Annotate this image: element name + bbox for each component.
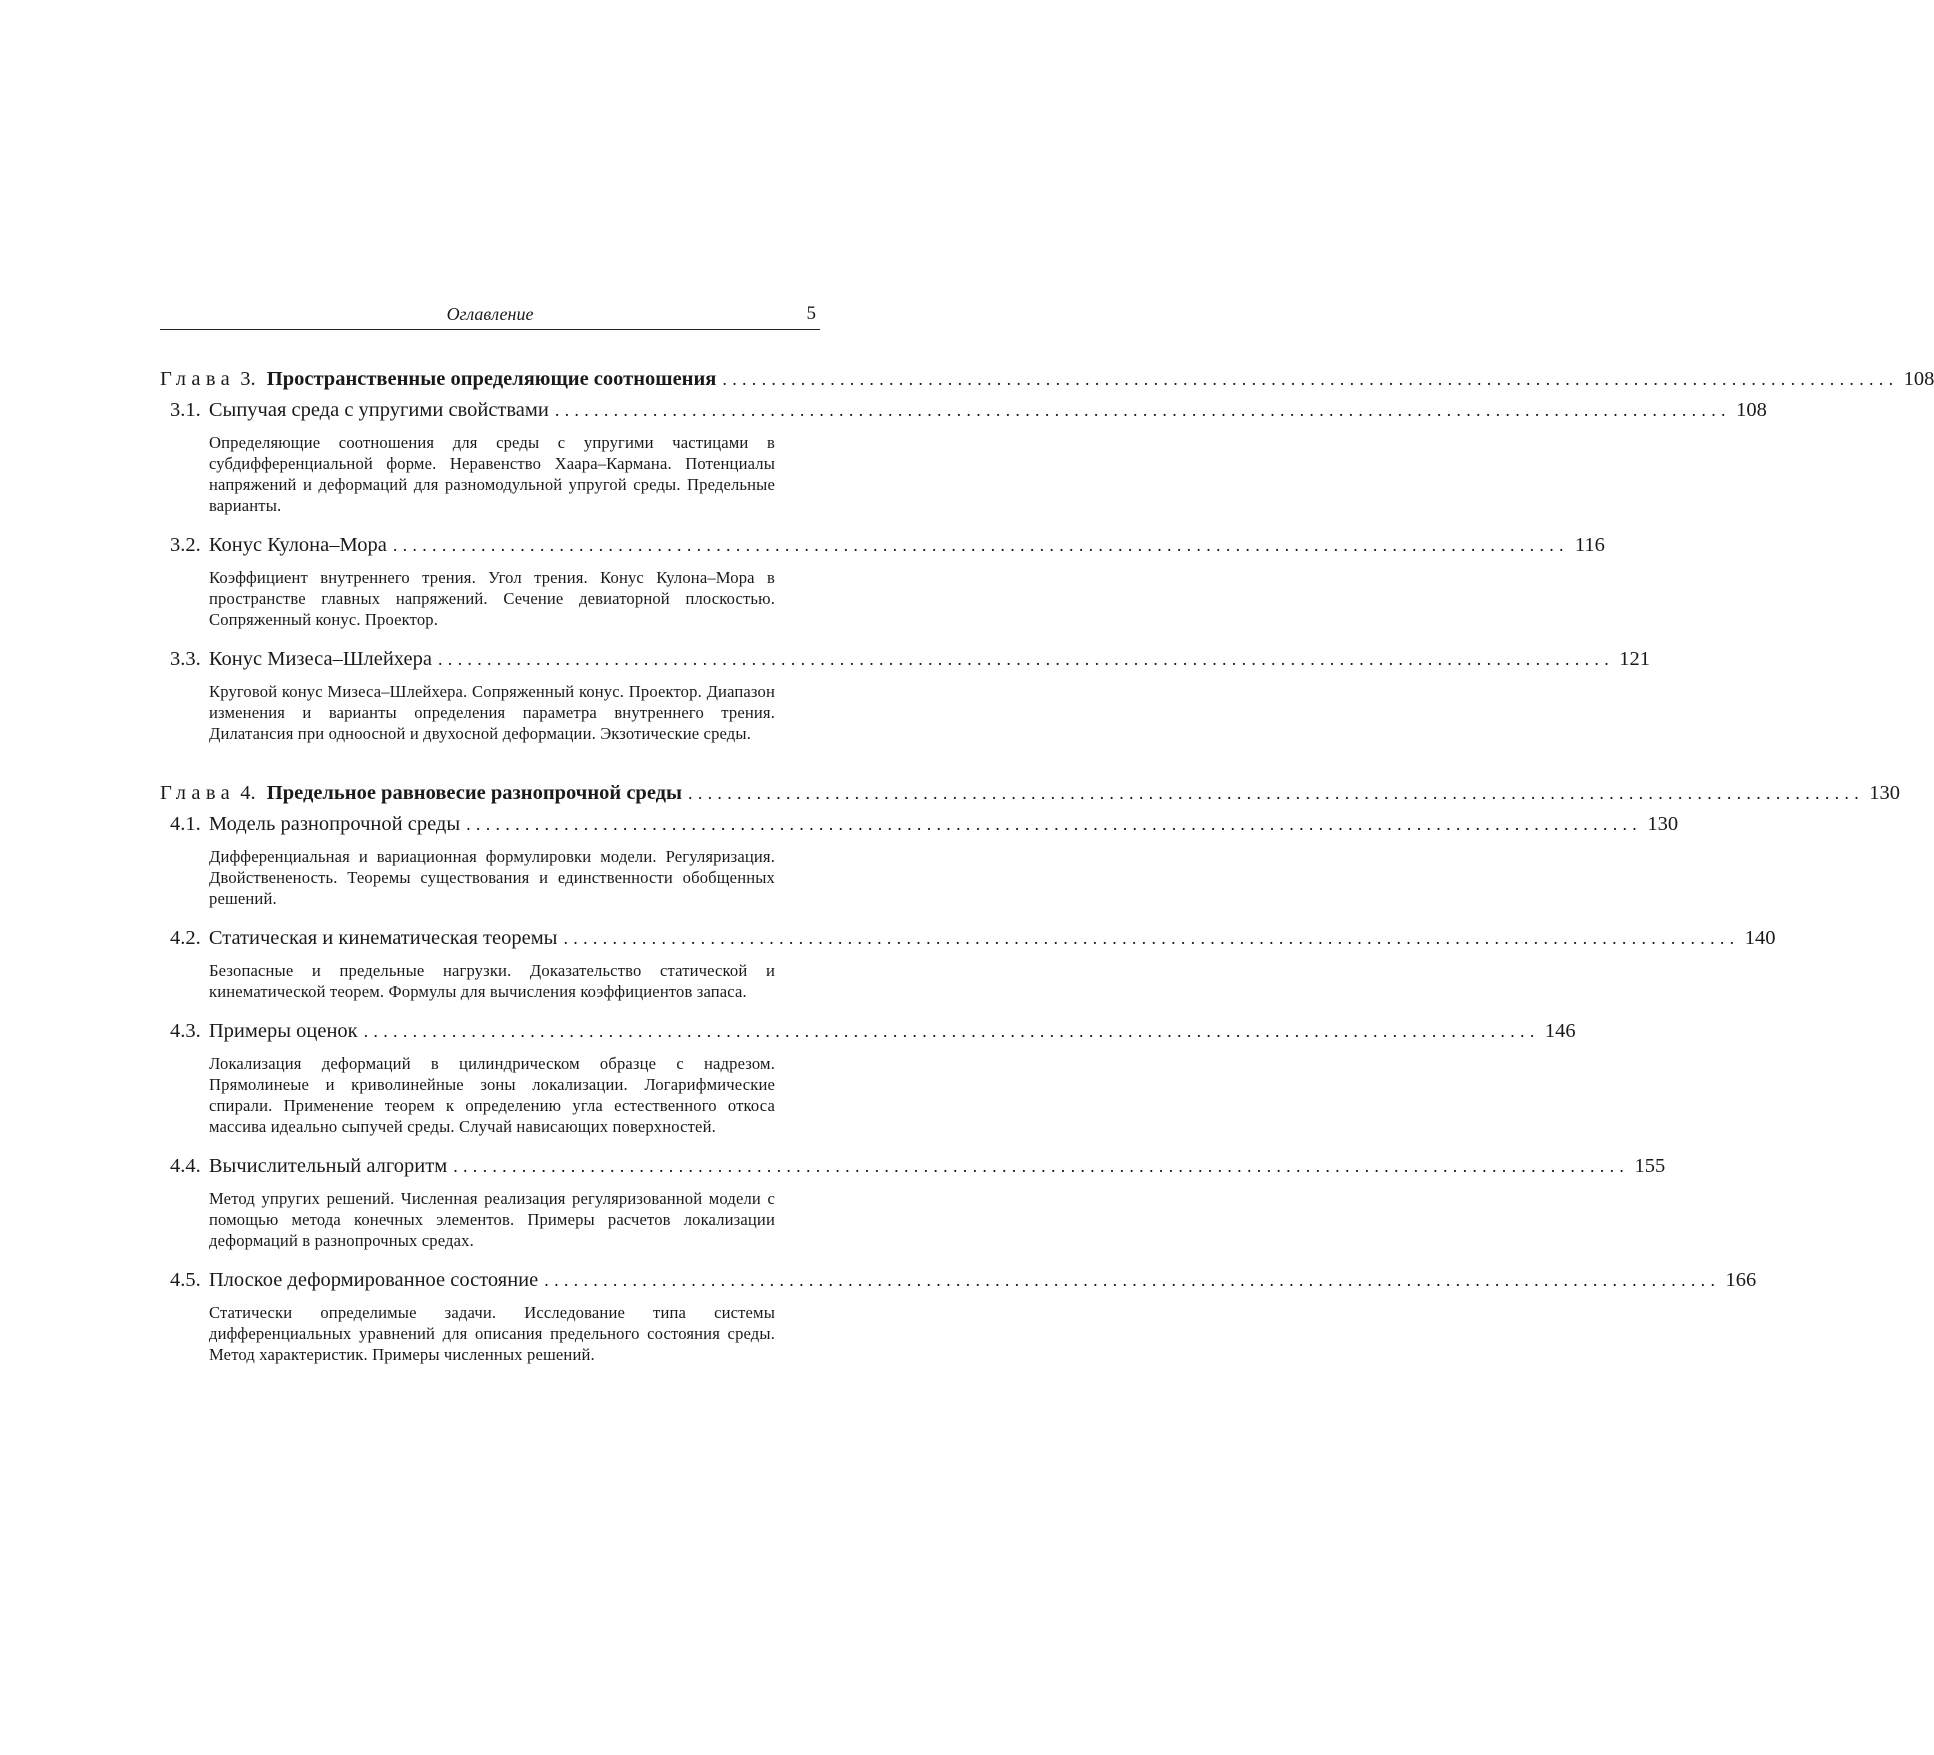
section-description: Локализация деформаций в цилиндрическом образце с надрезом. Прямолинеые и криволинейные зоны локализации. Логарифмические спирали. Применение теорем к определению угла естественного откоса массива идеально сыпучей среды. Случай нависающих поверхностей. — [209, 1054, 775, 1136]
dot-leader: ........................................................................................................................ — [466, 814, 1643, 834]
chapter-entry-3[interactable] — [160, 364, 1934, 395]
section-number: 4.3. — [170, 1020, 201, 1042]
dot-leader: ........................................................................................................................ — [453, 1156, 1630, 1176]
section-entry-4-4[interactable] — [160, 1151, 1666, 1182]
chapter-gap — [160, 758, 820, 778]
section-title: Вычислительный алгоритм — [208, 1155, 448, 1177]
dot-leader: ........................................................................................................................ — [554, 400, 1731, 420]
dot-leader: ........................................................................................................................ — [688, 783, 1865, 803]
section-title: Конус Мизеса–Шлейхера — [208, 648, 432, 670]
header-title: Оглавление — [446, 304, 534, 324]
section-description: Метод упругих решений. Численная реализация регуляризованной модели с помощью метода конечных элементов. Примеры расчетов локализации деформаций в разнопрочных средах. — [209, 1189, 775, 1250]
section-number: 3.1. — [170, 399, 201, 421]
section-number: 4.2. — [170, 927, 201, 949]
chapter-prefix: Глава — [160, 782, 236, 804]
section-entry-4-1[interactable] — [160, 809, 1679, 840]
chapter-number: 4. — [240, 782, 256, 804]
section-entry-4-3[interactable] — [160, 1016, 1576, 1047]
dot-leader: ........................................................................................................................ — [438, 649, 1614, 669]
section-number: 4.4. — [170, 1155, 201, 1177]
section-description: Коэффициент внутреннего трения. Угол трения. Конус Кулона–Мора в пространстве главных напряжений. Сечение девиаторной плоскостью. Сопряженный конус. Проектор. — [209, 568, 775, 629]
section-description: Круговой конус Мизеса–Шлейхера. Сопряженный конус. Проектор. Диапазон изменения и варианты определения параметра внутреннего трения. Дилатансия при одноосной и двухосной деформации. Экзотические среды. — [209, 682, 775, 743]
chapter-page: 108 — [1903, 368, 1934, 390]
chapter-page: 130 — [1869, 782, 1901, 804]
section-description: Определяющие соотношения для среды с упругими частицами в субдифференциальной форме. Неравенство Хаара–Кармана. Потенциалы напряжений и деформаций для разномодульной упругой среды. Предельные варианты. — [209, 433, 775, 515]
chapter-prefix: Глава — [160, 368, 236, 390]
section-entry-3-2[interactable] — [160, 530, 1605, 561]
dot-leader: ........................................................................................................................ — [722, 369, 1899, 389]
section-page: 146 — [1544, 1020, 1576, 1042]
section-title: Примеры оценок — [208, 1020, 358, 1042]
dot-leader: ........................................................................................................................ — [563, 928, 1740, 948]
section-page: 116 — [1574, 534, 1605, 556]
section-number: 3.2. — [170, 534, 201, 556]
chapter-title: Предельное равновесие разнопрочной среды — [266, 782, 683, 804]
section-description: Статически определимые задачи. Исследование типа системы дифференциальных уравнений для описания предельного состояния среды. Метод характеристик. Примеры численных решений. — [209, 1303, 775, 1364]
chapter-title: Пространственные определяющие соотношения — [266, 368, 717, 390]
chapter-number: 3. — [240, 368, 256, 390]
running-header — [160, 300, 820, 330]
section-page: 130 — [1647, 813, 1679, 835]
section-entry-4-5[interactable] — [160, 1265, 1757, 1296]
section-title: Статическая и кинематическая теоремы — [208, 927, 558, 949]
section-entry-3-3[interactable] — [160, 644, 1650, 675]
dot-leader: ........................................................................................................................ — [392, 535, 1569, 555]
section-title: Модель разнопрочной среды — [208, 813, 461, 835]
chapter-entry-4[interactable] — [160, 778, 1901, 809]
section-number: 4.5. — [170, 1269, 201, 1291]
section-entry-4-2[interactable] — [160, 923, 1776, 954]
section-title: Плоское деформированное состояние — [208, 1269, 539, 1291]
section-description: Дифференциальная и вариационная формулировки модели. Регуляризация. Двойствененость. Теоремы существования и единственности обобщенных решений. — [209, 847, 775, 908]
section-page: 155 — [1634, 1155, 1666, 1177]
dot-leader: ........................................................................................................................ — [544, 1270, 1721, 1290]
header-page-number: 5 — [806, 303, 816, 324]
section-page: 108 — [1736, 399, 1767, 421]
section-page: 140 — [1744, 927, 1776, 949]
section-description: Безопасные и предельные нагрузки. Доказательство статической и кинематической теорем. Формулы для вычисления коэффициентов запаса. — [209, 961, 775, 1001]
section-entry-3-1[interactable] — [160, 395, 1767, 426]
section-title: Сыпучая среда с упругими свойствами — [208, 399, 549, 421]
section-number: 4.1. — [170, 813, 201, 835]
section-title: Конус Кулона–Мора — [208, 534, 387, 556]
dot-leader: ........................................................................................................................ — [363, 1021, 1540, 1041]
section-page: 166 — [1725, 1269, 1757, 1291]
section-number: 3.3. — [170, 648, 201, 670]
section-page: 121 — [1619, 648, 1650, 670]
table-of-contents — [160, 364, 1934, 1379]
